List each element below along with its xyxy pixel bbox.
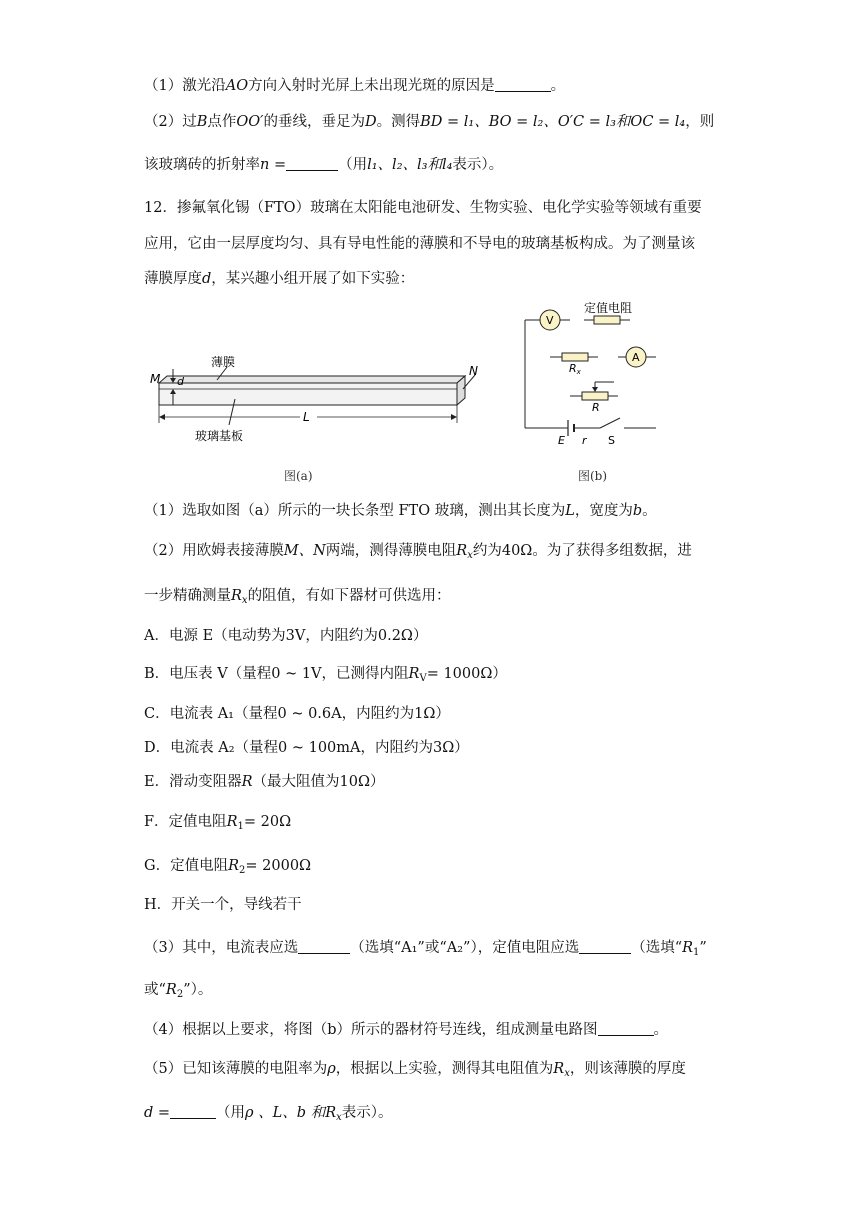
text: ，某兴趣小组开展了如下实验： (211, 271, 415, 287)
text: （最大阻值为10Ω） (252, 774, 385, 790)
var-oo: OO′ (236, 114, 264, 130)
text: （2）用欧姆表接薄膜 (144, 543, 284, 559)
label-v: V (546, 314, 554, 327)
subscript: 2 (239, 865, 246, 876)
var-r2: R (165, 982, 177, 998)
film-layer (159, 376, 465, 383)
text: 。测得 (376, 114, 421, 130)
var-rv: R (408, 666, 420, 682)
option-g (144, 856, 311, 881)
text: 或“ (144, 982, 166, 998)
label-m: M (150, 372, 161, 386)
equation: BD = l₁、BO = l₂、O′C = l₃和OC = l₄ (420, 114, 686, 130)
q12-step2 (144, 541, 692, 566)
text: 表示）。 (452, 157, 504, 173)
var-d: d = (144, 1105, 171, 1121)
text: （1）激光沿 (144, 78, 226, 94)
subscript: 2 (176, 989, 184, 1000)
text: 薄膜厚度 (144, 271, 202, 287)
text: G．定值电阻 (144, 858, 229, 874)
q12-intro-line3 (144, 269, 414, 289)
label-a: A (632, 351, 640, 364)
option-h: H．开关一个，导线若干 (144, 897, 302, 913)
label-base: 玻璃基板 (195, 429, 244, 443)
text: 。 (653, 1022, 669, 1038)
var-b: B (196, 114, 208, 130)
text: （选填“ (631, 940, 683, 956)
text: = 2000Ω (245, 858, 312, 874)
subscript: x (241, 595, 248, 606)
figure-b (520, 298, 670, 448)
var-b: b (632, 503, 643, 519)
caption-fig-b: 图(b) (578, 469, 608, 483)
text: （3）其中，电流表应选 (144, 940, 299, 956)
figure-a (145, 345, 485, 445)
label-n: N (469, 364, 478, 378)
text: ，宽度为 (574, 503, 633, 519)
subscript: x (336, 1112, 342, 1123)
var-rx: R (456, 543, 468, 559)
text: 该玻璃砖的折射率 (144, 157, 260, 173)
q12-step3 (144, 938, 707, 963)
option-a: A．电源 E（电动势为3V，内阻约为0.2Ω） (144, 628, 428, 644)
text: 点作 (207, 114, 237, 130)
text: = 20Ω (243, 814, 292, 830)
subscript: V (419, 673, 427, 684)
var-n: n = (260, 157, 287, 173)
switch-icon (600, 418, 620, 428)
text: 约为40Ω。为了获得多组数据，进 (472, 543, 692, 559)
var-mn: M、N (283, 543, 326, 559)
text: （选填“A₁”或“A₂”），定值电阻应选 (350, 940, 580, 956)
var-r2: R (228, 858, 240, 874)
q12-step2-cont (144, 586, 451, 611)
subscript: 1 (237, 821, 244, 832)
text: ，根据以上实验，测得其电阻值为 (335, 1061, 554, 1077)
answer-blank[interactable] (598, 1021, 654, 1036)
option-f (144, 812, 291, 837)
var-d: D (364, 114, 377, 130)
text: E．滑动变阻器 (144, 774, 242, 790)
text: （2）过 (144, 114, 197, 130)
var-rx: R (231, 588, 242, 604)
text: （5）已知该薄膜的电阻率为 (144, 1061, 328, 1077)
text: （用 (338, 157, 368, 173)
label-rx: Rx (569, 362, 581, 376)
q12-step3-cont (144, 980, 212, 1005)
subscript: 1 (693, 947, 700, 958)
text: （4）根据以上要求，将图（b）所示的器材符号连线，组成测量电路图 (144, 1022, 598, 1038)
rx-resistor-icon (562, 353, 588, 361)
text: 两端，测得薄膜电阻 (325, 543, 457, 559)
var-ao: AO (225, 78, 249, 94)
label-fixed-resistor: 定值电阻 (584, 301, 633, 315)
q11-part1 (144, 76, 565, 96)
text: F．定值电阻 (144, 814, 227, 830)
answer-blank[interactable] (170, 1104, 216, 1119)
var-rx: R (325, 1105, 337, 1121)
rheostat-icon (582, 392, 608, 400)
option-e (144, 772, 385, 792)
answer-blank[interactable] (579, 939, 631, 954)
q12-step5-cont (144, 1103, 393, 1128)
text: 表示）。 (341, 1105, 393, 1121)
answer-blank[interactable] (286, 156, 338, 171)
q12-step1 (144, 501, 657, 521)
q12-intro-line1: 12．掺氟氧化锡（FTO）玻璃在太阳能电池研发、生物实验、电化学实验等领域有重要 (144, 200, 702, 216)
var-r1: R (226, 814, 238, 830)
text: 一步精确测量 (144, 588, 231, 604)
text: 。 (550, 78, 566, 94)
text: 的阻值，有如下器材可供选用： (247, 588, 451, 604)
label-r-internal: r (582, 434, 587, 447)
fixed-resistor-icon (594, 316, 620, 324)
text: ” (699, 940, 707, 956)
var-rho: ρ (327, 1061, 336, 1077)
q11-part2-cont (144, 155, 503, 175)
text: （用 (216, 1105, 246, 1121)
vars: ρ 、L、b 和 (245, 1105, 326, 1121)
glass-body (159, 383, 457, 405)
label-r: R (592, 401, 600, 414)
text: 的垂线，垂足为 (263, 114, 365, 130)
vars: l₁、l₂、l₃和l₄ (367, 157, 453, 173)
option-c: C．电流表 A₁（量程0 ~ 0.6A，内阻约为1Ω） (144, 706, 450, 722)
q12-intro-line2: 应用，它由一层厚度均匀、具有导电性能的薄膜和不导电的玻璃基板构成。为了测量该 (144, 236, 695, 252)
answer-blank[interactable] (495, 77, 551, 92)
text: 方向入射时光屏上未出现光斑的原因是 (248, 78, 495, 94)
var-d: d (202, 271, 212, 287)
caption-fig-a: 图(a) (284, 469, 313, 483)
q11-part2 (144, 112, 714, 132)
var-r1: R (682, 940, 694, 956)
var-rx: R (553, 1061, 565, 1077)
option-d: D．电流表 A₂（量程0 ~ 100mA，内阻约为3Ω） (144, 740, 469, 756)
text: （1）选取如图（a）所示的一块长条型 FTO 玻璃，测出其长度为 (144, 503, 566, 519)
var-r: R (241, 774, 253, 790)
subscript: x (564, 1068, 570, 1079)
text: ，则该薄膜的厚度 (569, 1061, 686, 1077)
subscript: x (467, 550, 473, 561)
option-b (144, 664, 507, 689)
var-l: L (565, 503, 575, 519)
answer-blank[interactable] (298, 939, 350, 954)
text: = 1000Ω） (426, 666, 507, 682)
q12-step5 (144, 1059, 686, 1084)
label-s: S (608, 434, 615, 447)
text: ”）。 (183, 982, 213, 998)
text: ，则 (685, 114, 715, 130)
label-film: 薄膜 (211, 355, 236, 369)
text: 。 (642, 503, 657, 519)
label-e: E (558, 434, 565, 447)
q12-step4 (144, 1020, 668, 1040)
text: B．电压表 V（量程0 ~ 1V，已测得内阻 (144, 666, 409, 682)
label-l: L (303, 410, 310, 424)
label-d: d (177, 375, 184, 388)
